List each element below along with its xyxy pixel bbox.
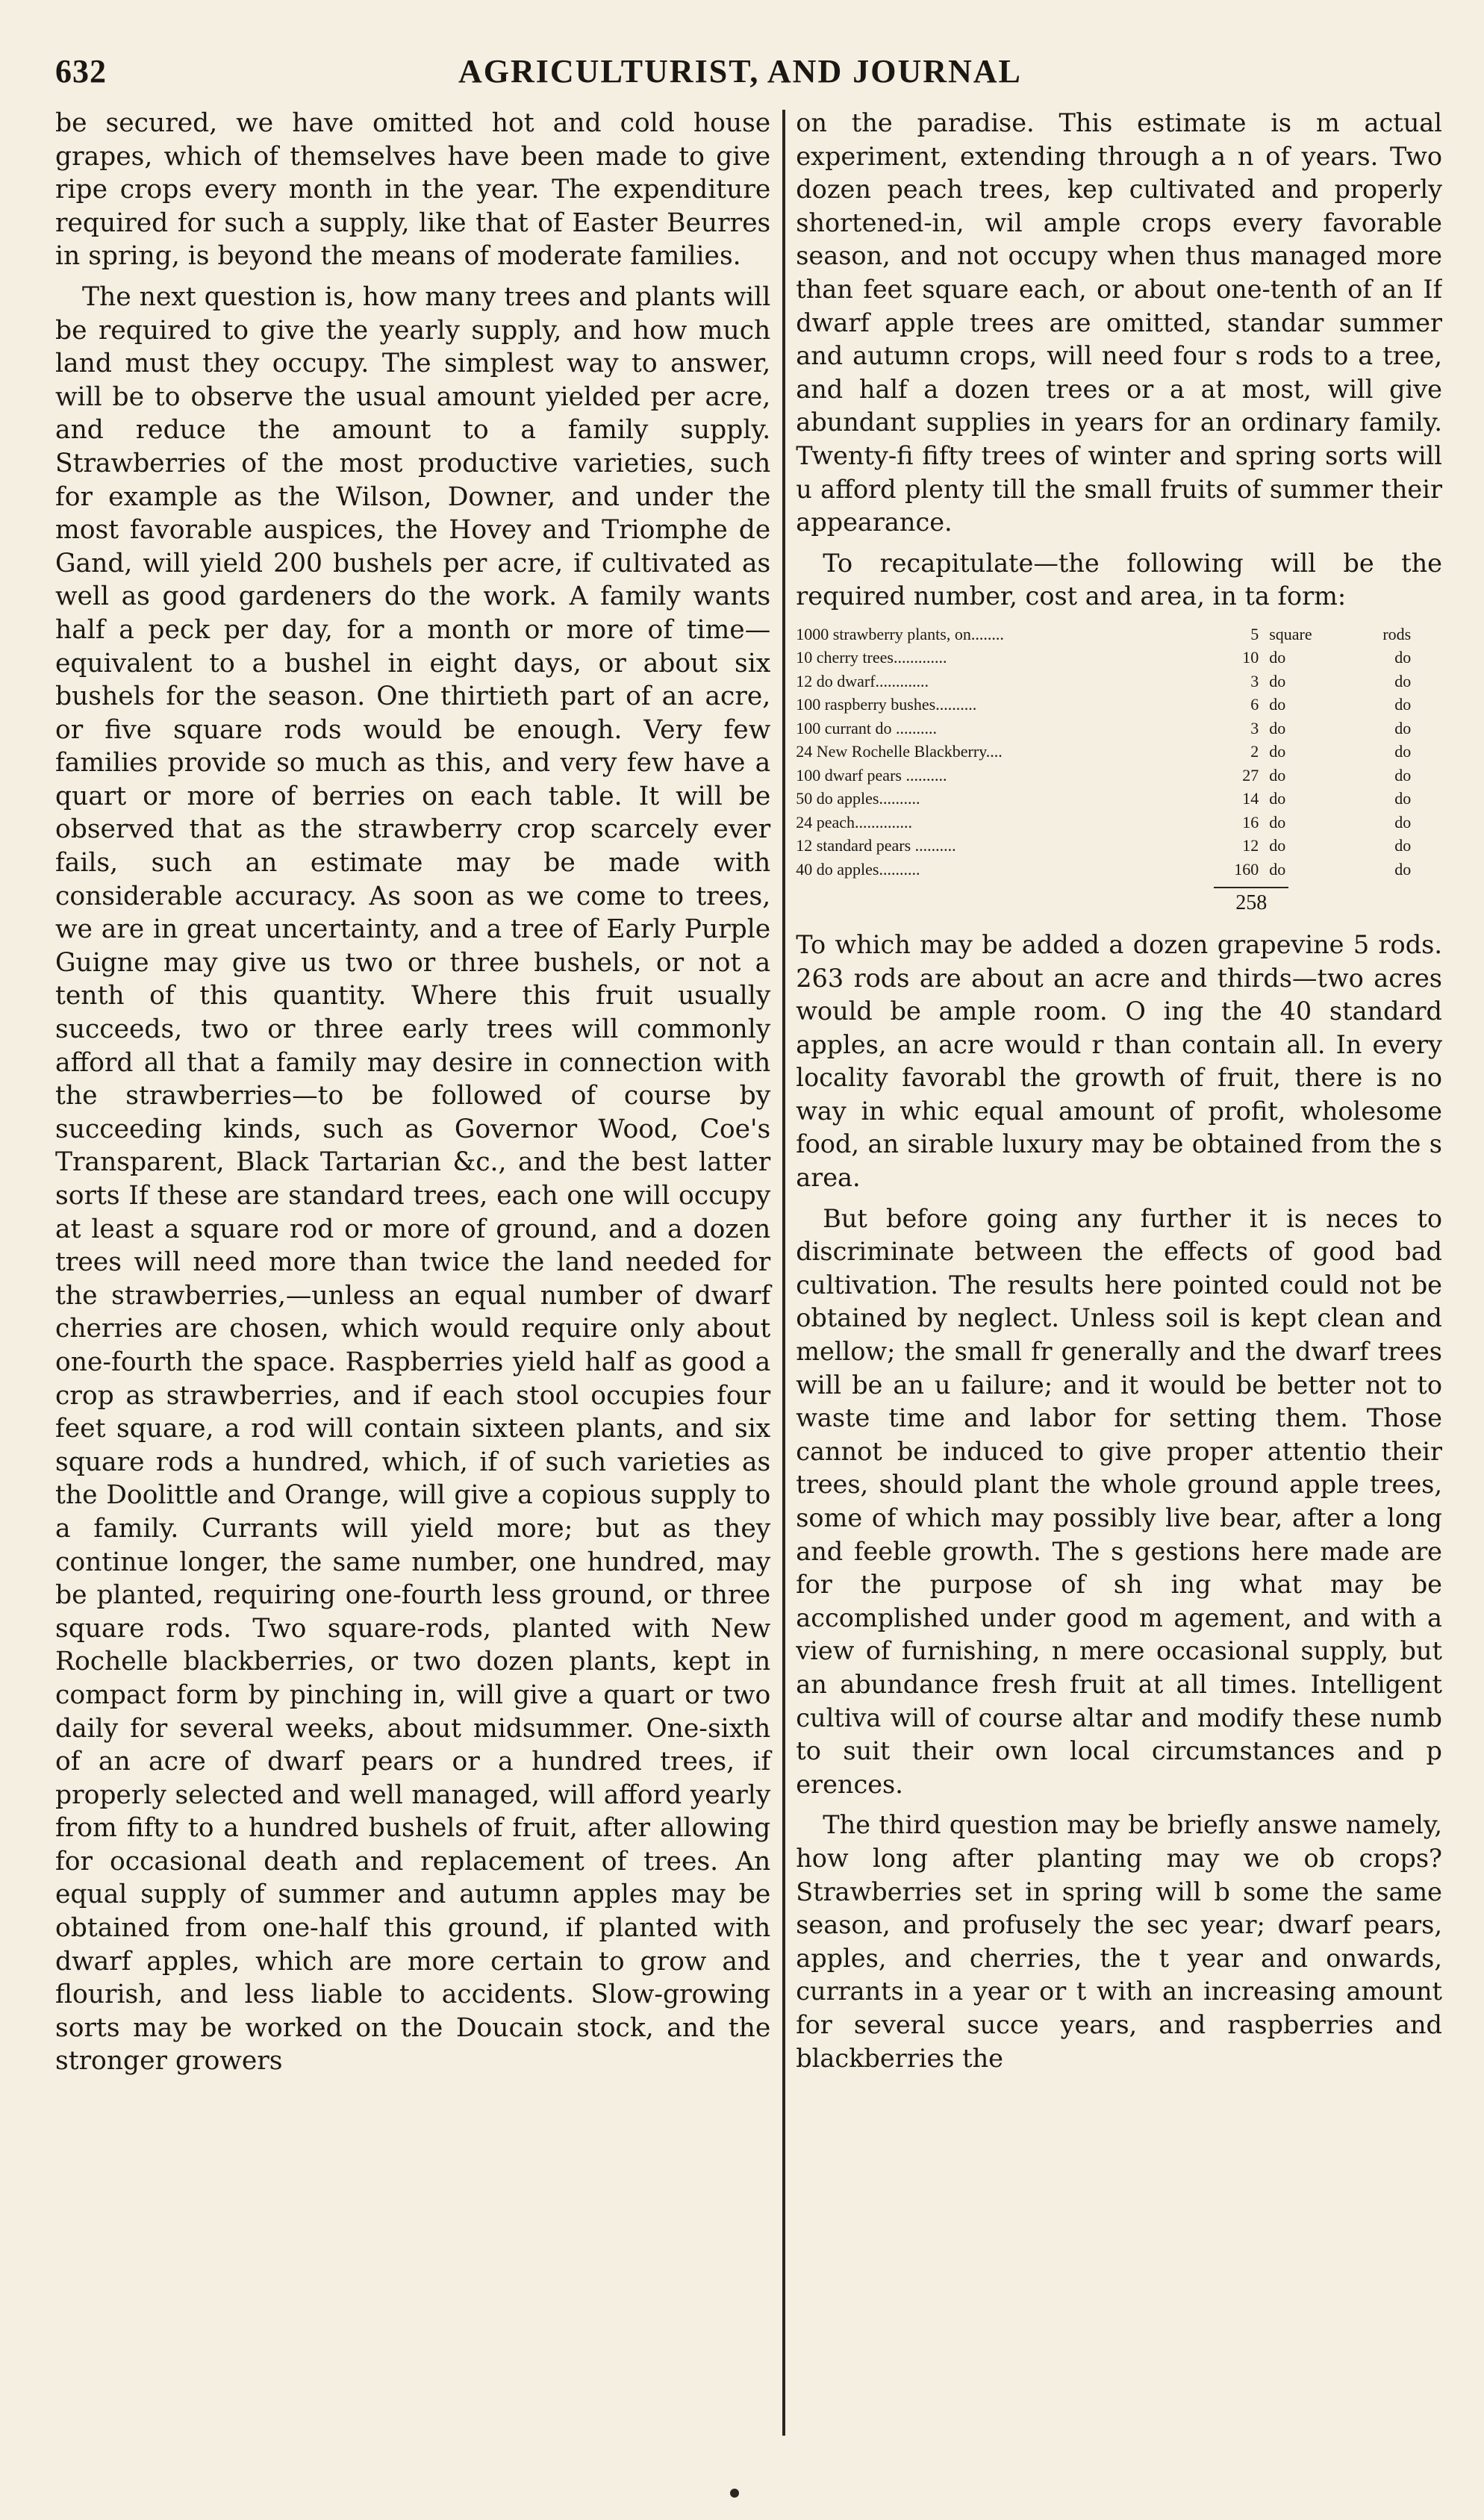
table-row: [796, 717, 1442, 740]
table-rods: 160: [1234, 859, 1259, 879]
table-rods: 6: [1250, 695, 1259, 714]
right-paragraph: To which may be added a dozen grapevine 5 rods. 263 rods are about an acre and thirds—two acres would be ample room. O ing the 40 standard apples, an acre would r than contain all. In every locality favorabl the growth of fruit, there is no way in whic equal amount of profit, wholesome food, an sirable luxury may be obtained from the s area.: [796, 929, 1442, 1193]
table-row: [796, 764, 1442, 788]
table-unit2: do: [1394, 718, 1412, 737]
table-unit2: rods: [1382, 624, 1412, 643]
table-item: 100 currant do ..........: [796, 718, 938, 737]
table-unit2: do: [1394, 742, 1412, 761]
table-item: 10 cherry trees.............: [796, 648, 947, 667]
table-unit: do: [1269, 859, 1286, 879]
table-unit: do: [1269, 695, 1286, 714]
table-unit: do: [1269, 812, 1286, 832]
table-row: [796, 646, 1442, 670]
table-unit2: do: [1394, 648, 1412, 667]
page-number: 632: [55, 53, 107, 90]
column-rule: [782, 110, 785, 2436]
table-rods: 12: [1242, 836, 1259, 855]
left-paragraph: be secured, we have omitted hot and cold house grapes, which of themselves have been made to give ripe crops every month in the year. The expenditure required for such a supply, like that of Easter Beurres in spring, is beyond the means of moderate families.: [55, 108, 771, 272]
bottom-ink-mark: [730, 2489, 739, 2498]
right-paragraph: The third question may be briefly answe namely, how long after planting may we ob crops? Strawberries set in spring will b some the same season, and profusely the sec year; dwarf pears, apples, and cherries, the t year and onwards, currants in a year or t with an increasing amount for several succe years, and raspberries and blackberries the: [796, 1810, 1442, 2073]
table-row: [796, 787, 1442, 811]
right-column: [796, 107, 1442, 2480]
right-paragraph: But before going any further it is neces to discriminate between the effects of good bad cultivation. The results here pointed could not be obtained by neglect. Unless soil is kept clean and mellow; the small fr generally and the dwarf trees will be an u failure; and it would be better not to waste time and labor for setting them. Those cannot be induced to give proper attentio their trees, should plant the whole ground apple trees, some of which may possibly live bear, after a long and feeble growth. The s gestions here made are for the purpose of sh ing what may be accomplished under good m agement, and with a view of furnishing, n mere occasional supply, but an abundance fresh fruit at all times. Intelligent cultiva will of course altar and modify these numb to suit their own local circumstances and p erences.: [796, 1203, 1442, 1799]
table-unit: do: [1269, 742, 1286, 761]
table-unit: square: [1269, 624, 1312, 643]
table-unit2: do: [1394, 789, 1412, 808]
table-row: [796, 740, 1442, 764]
table-unit: do: [1269, 671, 1286, 690]
table-row: [796, 834, 1442, 858]
table-rods: 2: [1250, 742, 1259, 761]
table-unit: do: [1269, 718, 1286, 737]
table-unit: do: [1269, 836, 1286, 855]
table-item: 100 dwarf pears ..........: [796, 765, 947, 785]
table-item: 24 peach..............: [796, 812, 913, 832]
table-item: 50 do apples..........: [796, 789, 920, 808]
table-unit: do: [1269, 648, 1286, 667]
table-item: 24 New Rochelle Blackberry....: [796, 742, 1003, 761]
table-row: [796, 693, 1442, 717]
table-item: 100 raspberry bushes..........: [796, 695, 977, 714]
table-item: 1000 strawberry plants, on........: [796, 624, 1004, 643]
table-row: [796, 623, 1442, 646]
running-title: AGRICULTURIST, AND JOURNAL: [458, 53, 1022, 90]
table-rods: 14: [1242, 789, 1259, 808]
recap-table: [796, 623, 1442, 915]
table-item: 12 do dwarf.............: [796, 671, 929, 690]
table-row: [796, 670, 1442, 693]
table-item: 40 do apples..........: [796, 859, 920, 879]
table-unit2: do: [1394, 671, 1412, 690]
right-paragraph: To recapitulate—the following will be the required number, cost and area, in ta form:: [796, 548, 1442, 611]
table-row: [796, 811, 1442, 835]
right-paragraph: on the paradise. This estimate is m actual experiment, extending through a n of years. Two dozen peach trees, kep cultivated and properly shortened-in, wil ample crops every favorable season, and not occupy when thus managed more than feet square each, or about one-tenth of an If dwarf apple trees are omitted, standar summer and autumn crops, will need four s rods to a tree, and half a dozen trees or a at most, will give abundant supplies in years for an ordinary family. Twenty-fi fifty trees of winter and spring sorts will u afford plenty till the small fruits of summer their appearance.: [796, 108, 1442, 537]
table-row: [796, 858, 1442, 882]
table-total: 258: [1214, 887, 1288, 915]
table-unit2: do: [1394, 859, 1412, 879]
table-rods: 3: [1250, 718, 1259, 737]
table-unit: do: [1269, 765, 1286, 785]
table-rods: 3: [1250, 671, 1259, 690]
table-rods: 27: [1242, 765, 1259, 785]
left-paragraph: The next question is, how many trees and plants will be required to give the yearly supply, and how much land must they occupy. The simplest way to answer, will be to observe the usual amount yielded per acre, and reduce the amount to a family supply. Strawberries of the most productive varieties, such for example as the Wilson, Downer, and under the most favorable auspices, the Hovey and Triomphe de Gand, will yield 200 bushels per acre, if cultivated as well as good gardeners do the work. A family wants half a peck per day, for a month or more of time—equivalent to a bushel in eight days, or about six bushels for the season. One thirtieth part of an acre, or five square rods would be enough. Very few families provide so much as this, and very few have a quart or more of berries on each table. It will be observed that as the strawberry crop scarcely ever fails, such an estimate may be made with considerable accuracy. As soon as we come to trees, we are in great uncertainty, and a tree of Early Purple Guigne may give us two or three bushels, or not a tenth of this quantity. Where this fruit usually succeeds, two or three early trees will commonly afford all that a family may desire in connection with the strawberries—to be followed of course by succeeding kinds, such as Governor Wood, Coe's Transparent, Black Tartarian &c., and the best latter sorts If these are standard trees, each one will occupy at least a square rod or more of ground, and a dozen trees will need more than twice the land needed for the strawberries,—unless an equal number of dwarf cherries are chosen, which would require only about one-fourth the space. Raspberries yield half as good a crop as strawberries, and if each stool occupies four feet square, a rod will contain sixteen plants, and six square rods a hundred, which, if of such varieties as the Doolittle and Orange, will give a copious supply to a family. Currants will yield more; but as they continue longer, the same number, one hundred, may be planted, requiring one-fourth less ground, or three square rods. Two square-rods, planted with New Rochelle blackberries, or two dozen plants, kept in compact form by pinching in, will give a quart or two daily for several weeks, about midsummer. One-sixth of an acre of dwarf pears or a hundred trees, if properly selected and well managed, will afford yearly from fifty to a hundred bushels of fruit, after allowing for occasional death and replacement of trees. An equal supply of summer and autumn apples may be obtained from one-half this ground, if planted with dwarf apples, which are more certain to grow and flourish, and less liable to accidents. Slow-growing sorts may be worked on the Doucain stock, and the stronger growers: [55, 281, 771, 2077]
table-unit2: do: [1394, 836, 1412, 855]
article-columns: [55, 107, 1442, 2480]
page-header: [55, 52, 1442, 90]
table-rods: 16: [1242, 812, 1259, 832]
table-unit: do: [1269, 789, 1286, 808]
table-unit2: do: [1394, 812, 1412, 832]
table-item: 12 standard pears ..........: [796, 836, 956, 855]
table-unit2: do: [1394, 695, 1412, 714]
table-unit2: do: [1394, 765, 1412, 785]
table-rods: 5: [1250, 624, 1259, 643]
table-rods: 10: [1242, 648, 1259, 667]
left-column: [55, 107, 782, 2480]
